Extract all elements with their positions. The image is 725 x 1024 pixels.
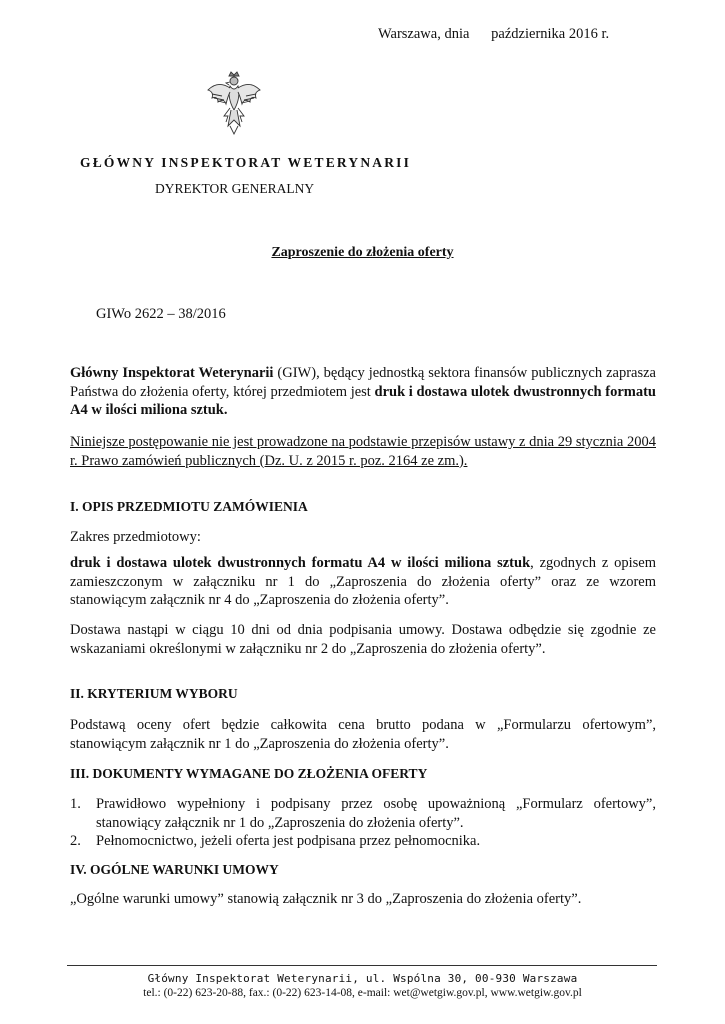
list-item-text: Prawidłowo wypełniony i podpisany przez osobę upoważnioną „Formularz ofertowy”, stanowiący załącznik nr 1 do „Zaproszenia do złożenia oferty”. (96, 796, 656, 831)
department-name: DYREKTOR GENERALNY (155, 181, 315, 196)
footer-divider (67, 965, 657, 966)
documents-list (70, 795, 656, 851)
intro-paragraph (70, 364, 656, 420)
scope-label: Zakres przedmiotowy: (70, 529, 201, 545)
scope-paragraph (70, 554, 656, 610)
section4-text: „Ogólne warunki umowy” stanowią załącznik nr 3 do „Zaproszenia do złożenia oferty”. (70, 891, 582, 907)
section2-heading: II. KRYTERIUM WYBORU (70, 686, 238, 701)
footer-address: Główny Inspektorat Weterynarii, ul. Wspólna 30, 00-930 Warszawa (147, 972, 578, 985)
reference-number: GIWo 2622 – 38/2016 (96, 306, 226, 322)
list-number: 2. (70, 833, 81, 849)
scope-text: , zgodnych z opisem zamieszczonym w załączniku nr 1 do „Zaproszenia do złożenia oferty” oraz ze wzorem stanowiącym załącznik nr 4 do „Zaproszenia do złożenia oferty”. (70, 555, 656, 608)
intro-subject: druk i dostawa ulotek dwustronnych formatu A4 w ilości miliona sztuk. (70, 383, 656, 418)
section3-heading: III. DOKUMENTY WYMAGANE DO ZŁOŻENIA OFERTY (70, 766, 428, 781)
list-item (70, 795, 656, 832)
intro-org: Główny Inspektorat Weterynarii (70, 365, 274, 381)
scope-bold: druk i dostawa ulotek dwustronnych formatu A4 w ilości miliona sztuk (70, 555, 531, 571)
legal-note: Niniejsze postępowanie nie jest prowadzone na podstawie przepisów ustawy z dnia 29 stycznia 2004 r. Prawo zamówień publicznych (Dz. U. z 2015 r. poz. 2164 ze zm.). (70, 434, 656, 469)
place-date: Warszawa, dnia października 2016 r. (378, 26, 610, 42)
list-number: 1. (70, 796, 81, 812)
footer-contact: tel.: (0-22) 623-20-88, fax.: (0-22) 623-14-08, e-mail: wet@wetgiw.gov.pl, www.wetgiw.gov.pl (143, 987, 582, 999)
list-item-text: Pełnomocnictwo, jeżeli oferta jest podpisana przez pełnomocnika. (96, 833, 481, 849)
document-title: Zaproszenie do złożenia oferty (271, 245, 454, 260)
delivery-paragraph: Dostawa nastąpi w ciągu 10 dni od dnia podpisania umowy. Dostawa odbędzie się zgodnie ze wskazaniami określonymi w załączniku nr 2 do „Zaproszenia do złożenia oferty”. (70, 622, 656, 657)
section1-heading: I. OPIS PRZEDMIOTU ZAMÓWIENIA (70, 499, 308, 514)
intro-text: (GIW), będący jednostką sektora finansów publicznych zaprasza Państwa do złożenia oferty, której przedmiotem jest (70, 365, 656, 400)
organization-name: GŁÓWNY INSPEKTORAT WETERYNARII (80, 155, 412, 170)
section2-text: Podstawą oceny ofert będzie całkowita cena brutto podana w „Formularzu ofertowym”, stanowiącym załącznik nr 1 do „Zaproszenia do złożenia oferty”. (70, 717, 656, 752)
section4-heading: IV. OGÓLNE WARUNKI UMOWY (70, 862, 279, 877)
polish-eagle-emblem-icon (204, 70, 264, 138)
list-item (70, 832, 656, 851)
